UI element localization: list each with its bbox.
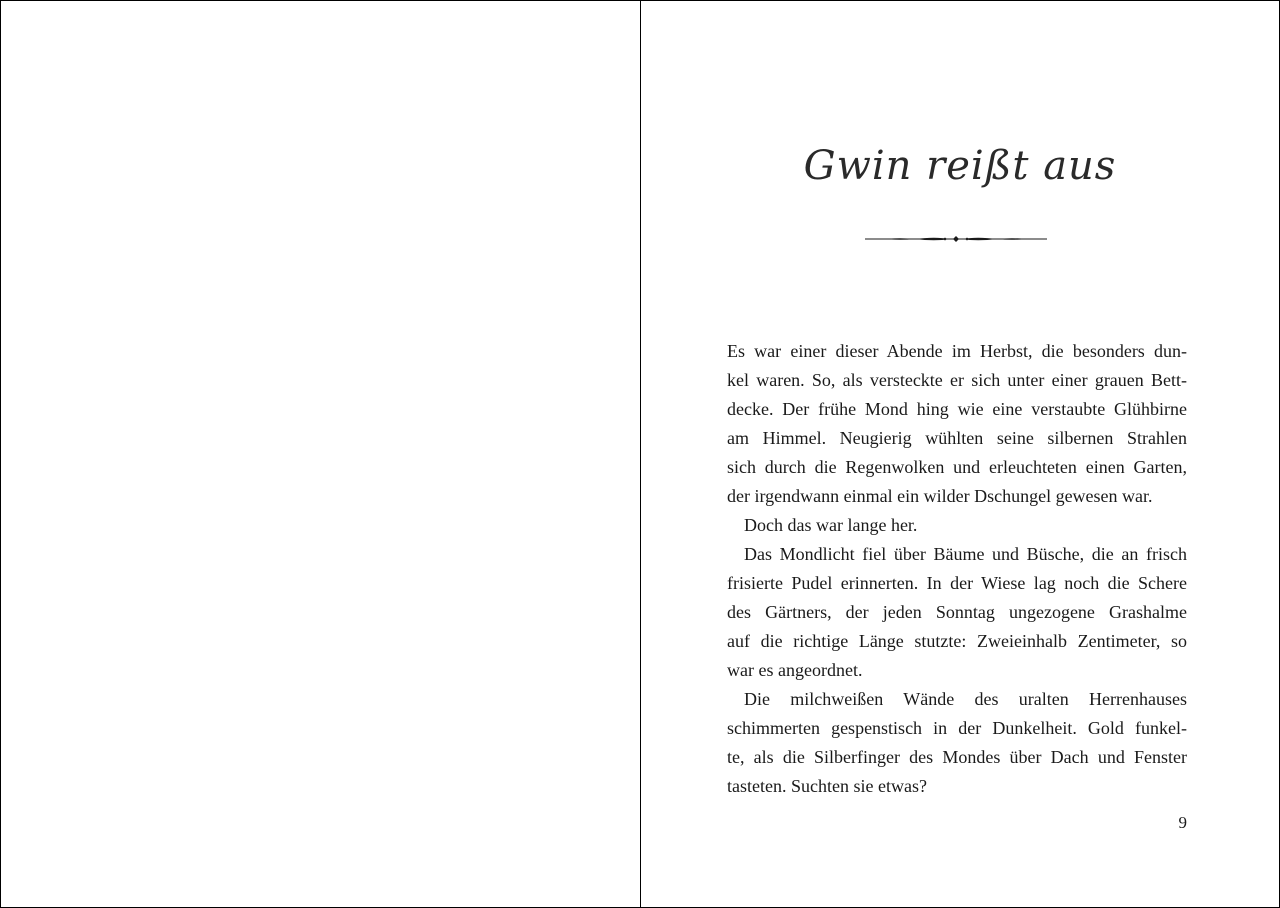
text-line: tasteten. Suchten sie etwas? [727, 776, 927, 796]
right-page [641, 1, 1279, 907]
paragraph-3 [727, 540, 1187, 685]
page-number: 9 [1178, 813, 1187, 832]
chapter-title: Gwin reißt aus [803, 143, 1117, 189]
ornament-divider-icon [865, 231, 1047, 247]
text-line: sich durch die Regenwolken und erleuchteten einen Garten, [727, 457, 1187, 477]
paragraph-4 [727, 685, 1187, 801]
text-line: auf die richtige Länge stutzte: Zweieinhalb Zentimeter, so [727, 631, 1187, 651]
text-line: der irgendwann einmal ein wilder Dschungel gewesen war. [727, 486, 1153, 506]
text-line: Doch das war lange her. [744, 515, 918, 535]
text-line: kel waren. So, als versteckte er sich unter einer grauen Bett- [727, 370, 1187, 390]
body-text [727, 337, 1187, 801]
text-line: am Himmel. Neugierig wühlten seine silbernen Strahlen [727, 428, 1187, 448]
text-line: war es angeordnet. [727, 660, 863, 680]
text-line: Es war einer dieser Abende im Herbst, die besonders dun- [727, 341, 1187, 361]
paragraph-2 [727, 511, 1187, 540]
text-line: des Gärtners, der jeden Sonntag ungezogene Grashalme [727, 602, 1187, 622]
text-line: schimmerten gespenstisch in der Dunkelheit. Gold funkel- [727, 718, 1187, 738]
text-line: decke. Der frühe Mond hing wie eine verstaubte Glühbirne [727, 399, 1187, 419]
text-line: frisierte Pudel erinnerten. In der Wiese lag noch die Schere [727, 573, 1187, 593]
text-line: te, als die Silberfinger des Mondes über Dach und Fenster [727, 747, 1187, 767]
text-line: Das Mondlicht fiel über Bäume und Büsche, die an frisch [744, 544, 1187, 564]
text-line: Die milchweißen Wände des uralten Herrenhauses [744, 689, 1187, 709]
paragraph-1 [727, 337, 1187, 511]
left-page-blank [1, 1, 641, 907]
